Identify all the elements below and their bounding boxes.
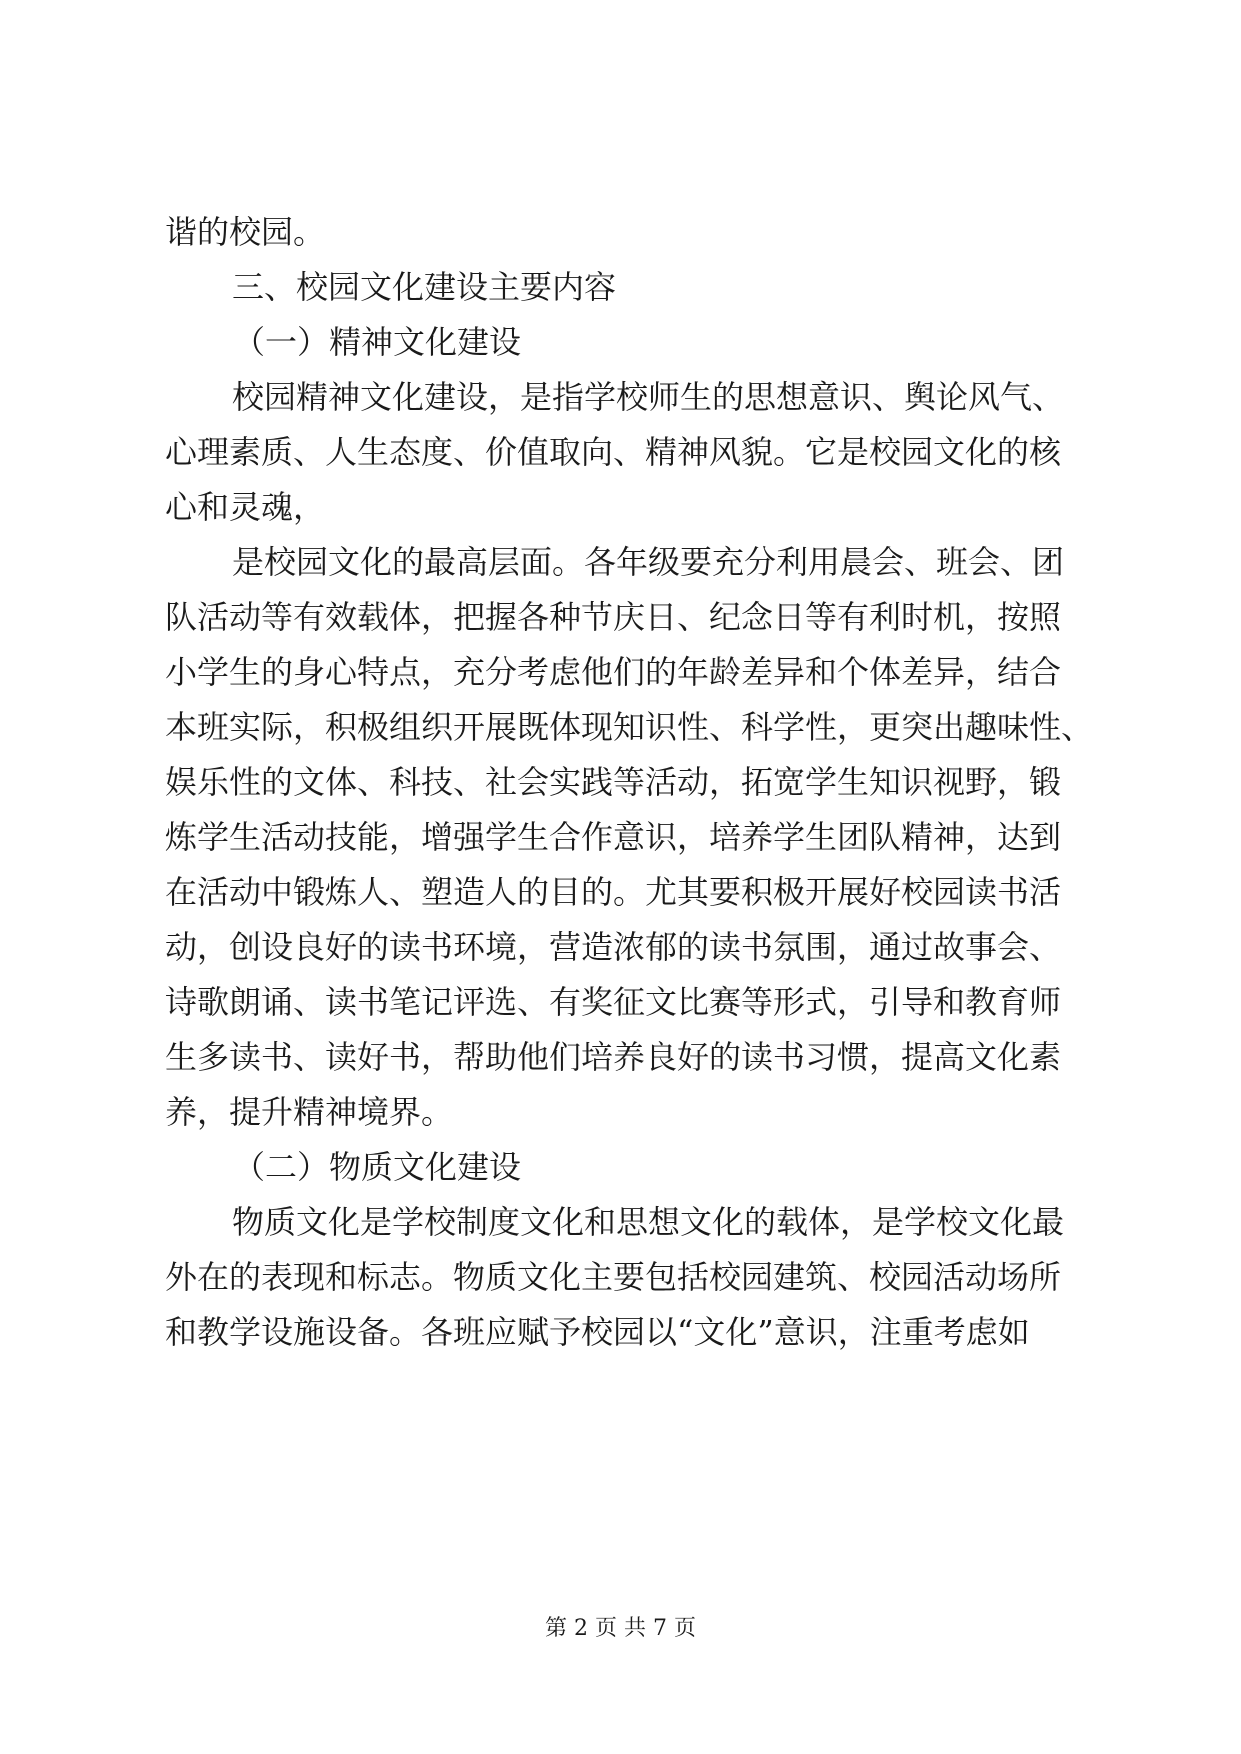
- section-heading: 三、校园文化建设主要内容: [232, 268, 617, 306]
- paragraph-line: 动，创设良好的读书环境，营造浓郁的读书氛围，通过故事会、: [165, 928, 1062, 966]
- page-footer: 第 2 页 共 7 页: [545, 1616, 696, 1641]
- paragraph-line: 是校园文化的最高层面。各年级要充分利用晨会、班会、团: [232, 543, 1065, 581]
- paragraph-line: 物质文化是学校制度文化和思想文化的载体，是学校文化最: [232, 1203, 1065, 1241]
- paragraph-line: 在活动中锻炼人、塑造人的目的。尤其要积极开展好校园读书活: [165, 873, 1062, 911]
- subsection-heading: （一）精神文化建设: [233, 323, 522, 361]
- paragraph-line: 诗歌朗诵、读书笔记评选、有奖征文比赛等形式，引导和教育师: [165, 983, 1062, 1021]
- paragraph-line: 炼学生活动技能，增强学生合作意识，培养学生团队精神，达到: [165, 818, 1062, 856]
- paragraph-line: 外在的表现和标志。物质文化主要包括校园建筑、校园活动场所: [165, 1258, 1062, 1296]
- paragraph-line: 本班实际，积极组织开展既体现知识性、科学性，更突出趣味性、: [165, 708, 1094, 746]
- paragraph-line: 小学生的身心特点，充分考虑他们的年龄差异和个体差异，结合: [165, 653, 1062, 691]
- paragraph-line: 队活动等有效载体，把握各种节庆日、纪念日等有利时机，按照: [165, 598, 1062, 636]
- paragraph-line: 心理素质、人生态度、价值取向、精神风貌。它是校园文化的核: [165, 433, 1062, 471]
- paragraph-line: 和教学设施设备。各班应赋予校园以“文化”意识，注重考虑如: [165, 1313, 1030, 1351]
- paragraph-line: 生多读书、读好书，帮助他们培养良好的读书习惯，提高文化素: [165, 1038, 1062, 1076]
- paragraph-line: 校园精神文化建设，是指学校师生的思想意识、舆论风气、: [232, 378, 1065, 416]
- paragraph-line: 心和灵魂，: [165, 488, 326, 526]
- paragraph-line: 谐的校园。: [165, 213, 326, 251]
- subsection-heading: （二）物质文化建设: [233, 1148, 522, 1186]
- paragraph-line: 娱乐性的文体、科技、社会实践等活动，拓宽学生知识视野，锻: [165, 763, 1062, 801]
- paragraph-line: 养，提升精神境界。: [165, 1093, 454, 1131]
